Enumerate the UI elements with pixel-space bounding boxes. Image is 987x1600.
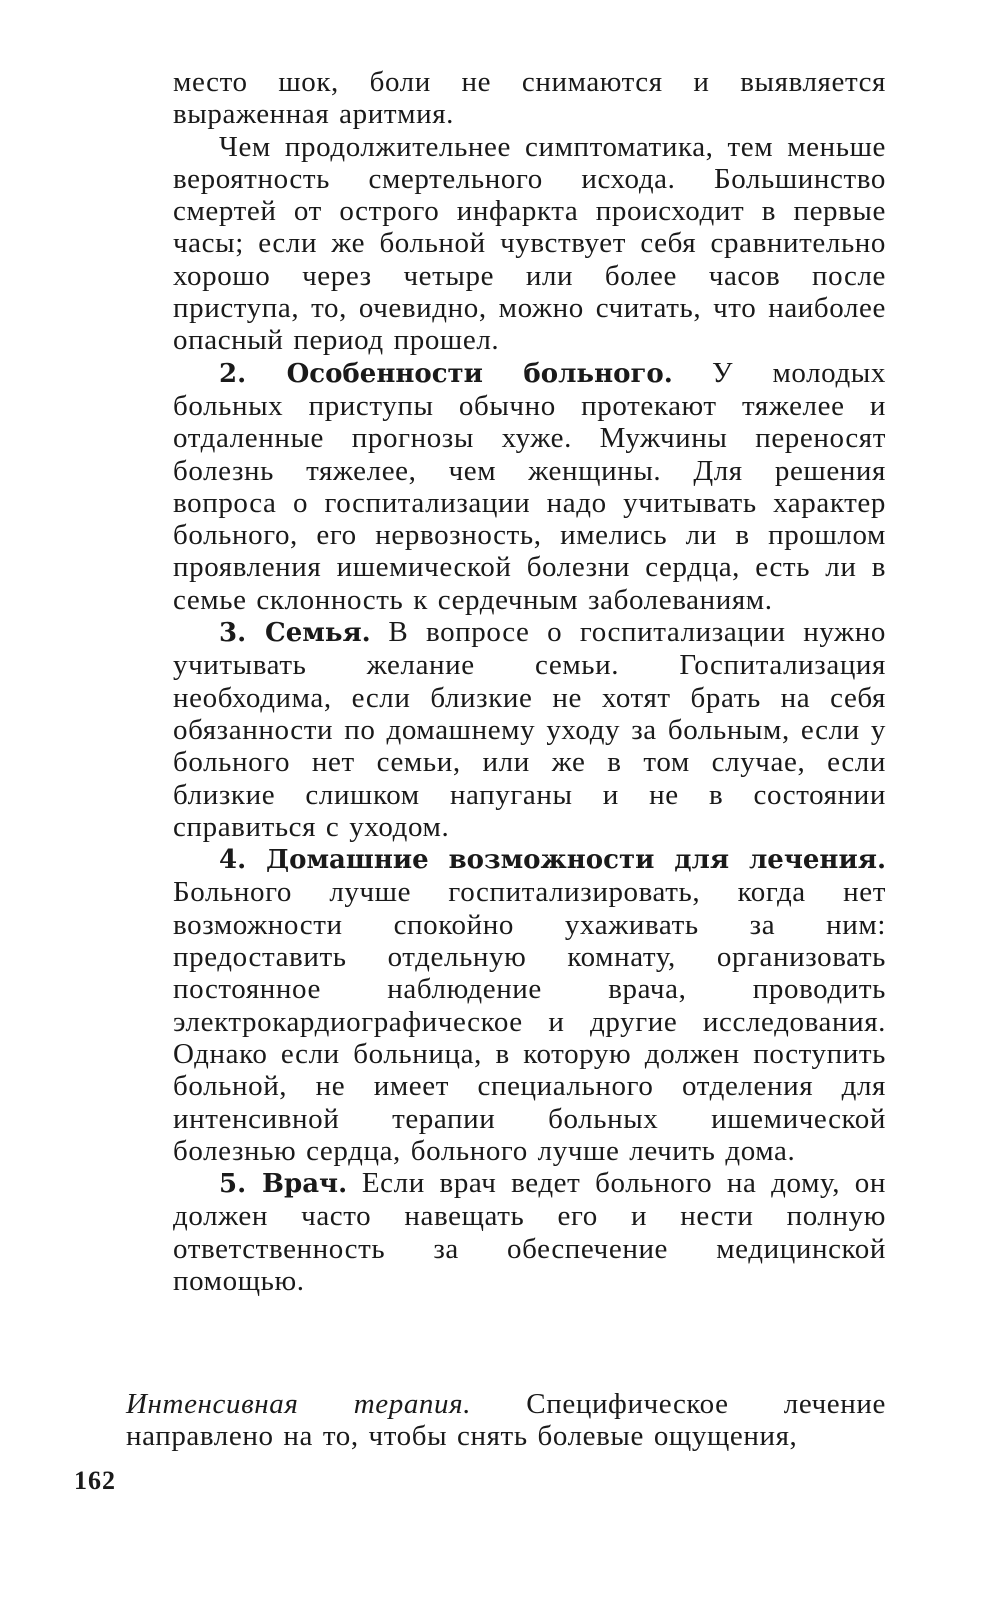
paragraph-family — [173, 616, 886, 843]
paragraph-text: Чем продолжительнее симптоматика, тем меньше вероятность смертельного исхода. Большинство смертей от острого инфаркта происходит в первые часы; если же больной чувствует себя сравнительно хорошо через четыре или более часов после приступа, то, очевидно, можно считать, что наиболее опасный период прошел. — [173, 130, 886, 357]
paragraph-text: В вопросе о госпитализации нужно учитывать желание семьи. Госпитализация необходима, если близкие не хотят брать на себя обязанности по домашнему уходу за больным, если у больного нет семьи, или же в том случае, если близкие слишком напуганы и не в состоянии справиться с уходом. — [173, 616, 887, 843]
main-text — [173, 66, 886, 1297]
intensive-therapy-text — [126, 1388, 886, 1453]
paragraph-text: Специфическое лечение направлено на то, чтобы снять болевые ощущения, — [126, 1388, 886, 1453]
paragraph-doctor — [173, 1167, 886, 1297]
section-heading-patient-features: 2. Особенности больного. — [219, 358, 673, 389]
section-heading-intensive-therapy: Интенсивная терапия. — [126, 1388, 472, 1420]
section-heading-doctor: 5. Врач. — [219, 1169, 348, 1200]
paragraph-home-treatment — [173, 843, 886, 1167]
paragraph-symptom-duration — [173, 131, 886, 357]
paragraph-intensive-therapy — [126, 1388, 886, 1453]
paragraph-text: У молодых больных приступы обычно протекают тяжелее и отдаленные прогнозы хуже. Мужчины переносят болезнь тяжелее, чем женщины. Для решения вопроса о госпитализации надо учитывать характер больного, его нервозность, имелись ли в прошлом проявления ишемической болезни сердца, есть ли в семье склонность к сердечным заболеваниям. — [173, 356, 886, 616]
paragraph-text: место шок, боли не снимаются и выявляется выраженная аритмия. — [173, 66, 886, 131]
page-number: 162 — [74, 1466, 116, 1495]
section-heading-family: 3. Семья. — [219, 618, 371, 649]
paragraph-text: Если врач ведет больного на дому, он должен часто навещать его и нести полную ответственность за обеспечение медицинской помощью. — [173, 1167, 887, 1297]
paragraph-text: Больного лучше госпитализировать, когда нет возможности спокойно ухаживать за ним: предоставить отдельную комнату, организовать постоянное наблюдение врача, проводить электрокардиографическое и другие исследования. Однако если больница, в которую должен поступить больной, не имеет специального отделения для интенсивной терапии больных ишемической болезнью сердца, больного лучше лечить дома. — [173, 876, 886, 1167]
section-heading-home-treatment: 4. Домашние возможности для лечения. — [219, 845, 886, 876]
paragraph-continuation — [173, 66, 886, 131]
paragraph-patient-features — [173, 357, 886, 616]
